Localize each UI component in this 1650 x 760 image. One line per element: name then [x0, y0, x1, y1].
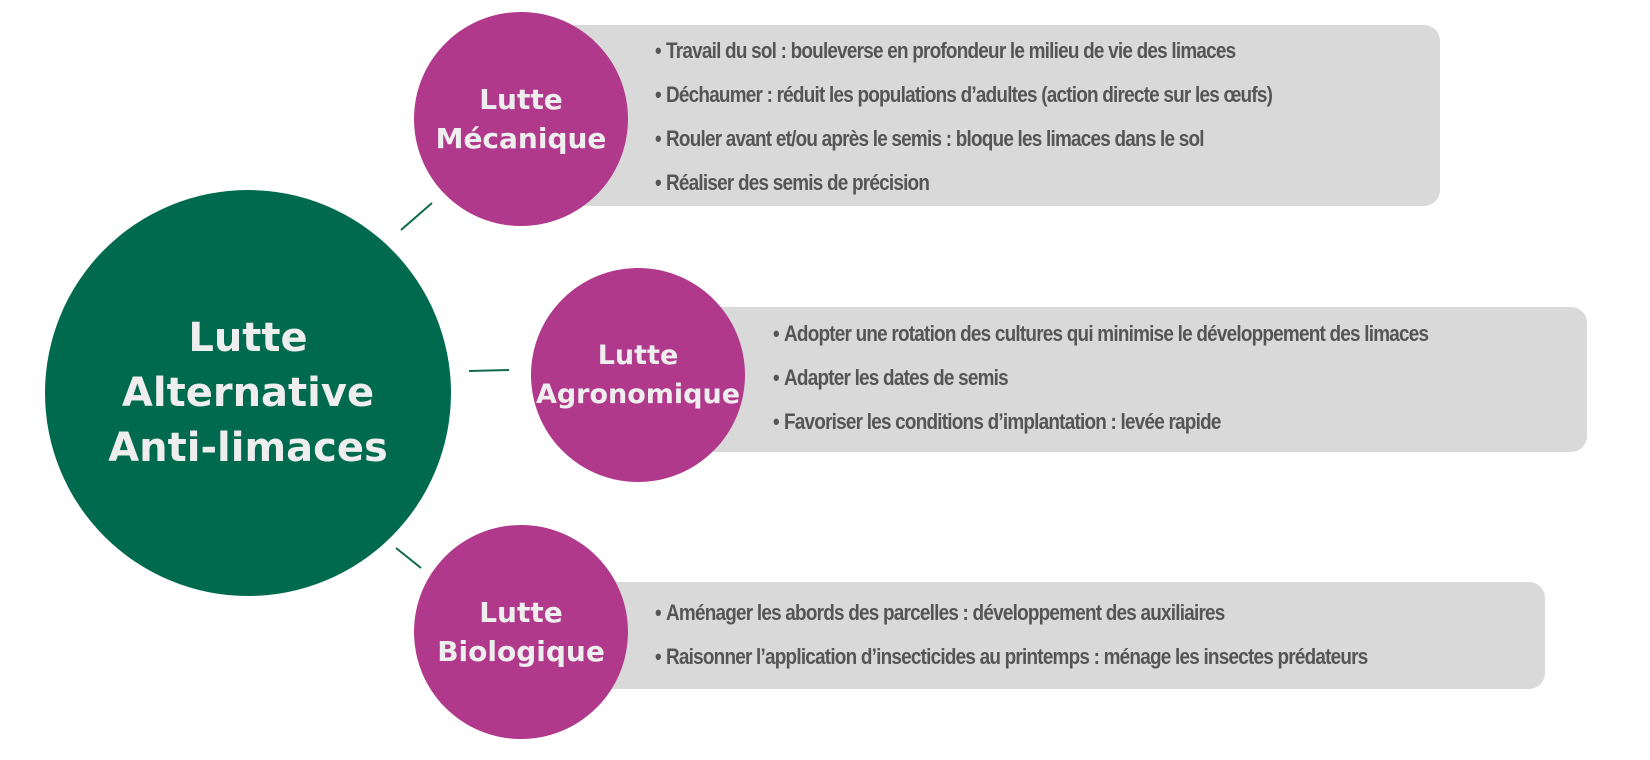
connector-line-agronomique: [469, 370, 509, 371]
list-item: • Adopter une rotation des cultures qui minimise le développement des limaces: [773, 312, 1428, 356]
category-title-line: Lutte: [597, 340, 679, 371]
center-title-line: Alternative: [121, 369, 375, 416]
connector-line-biologique: [396, 548, 421, 568]
list-item: • Déchaumer : réduit les populations d’adultes (action directe sur les œufs): [655, 73, 1272, 117]
mecanique-circle: [414, 12, 628, 226]
agronomique-circle: [531, 268, 745, 482]
category-title-line: Lutte: [479, 596, 563, 629]
agronomique-list: [773, 312, 1535, 444]
center-circle: [45, 190, 451, 596]
agronomique-title: [536, 336, 740, 414]
list-item: • Aménager les abords des parcelles : développement des auxiliaires: [655, 591, 1368, 635]
list-item: • Rouler avant et/ou après le semis : bloque les limaces dans le sol: [655, 117, 1272, 161]
biologique-title: [437, 593, 605, 671]
list-item: • Adapter les dates de semis: [773, 356, 1428, 400]
biologique-list: [655, 591, 1484, 679]
category-title-line: Biologique: [437, 635, 605, 668]
list-item: • Travail du sol : bouleverse en profondeur le milieu de vie des limaces: [655, 29, 1272, 73]
center-title-line: Lutte: [188, 314, 308, 361]
category-title-line: Mécanique: [435, 122, 607, 155]
category-title-line: Lutte: [479, 83, 563, 116]
mecanique-list: [655, 29, 1373, 205]
list-item: • Favoriser les conditions d’implantation : levée rapide: [773, 400, 1428, 444]
mecanique-box: [555, 25, 1440, 206]
agronomique-box: [670, 307, 1587, 452]
mecanique-title: [436, 80, 607, 158]
list-item: • Raisonner l’application d’insecticides au printemps : ménage les insectes prédateurs: [655, 635, 1368, 679]
biologique-box: [560, 582, 1545, 689]
center-title: [83, 311, 413, 476]
connector-line-mecanique: [401, 203, 432, 230]
center-title-line: Anti-limaces: [108, 424, 388, 471]
category-title-line: Agronomique: [535, 379, 741, 410]
biologique-circle: [414, 525, 628, 739]
list-item: • Réaliser des semis de précision: [655, 161, 1272, 205]
